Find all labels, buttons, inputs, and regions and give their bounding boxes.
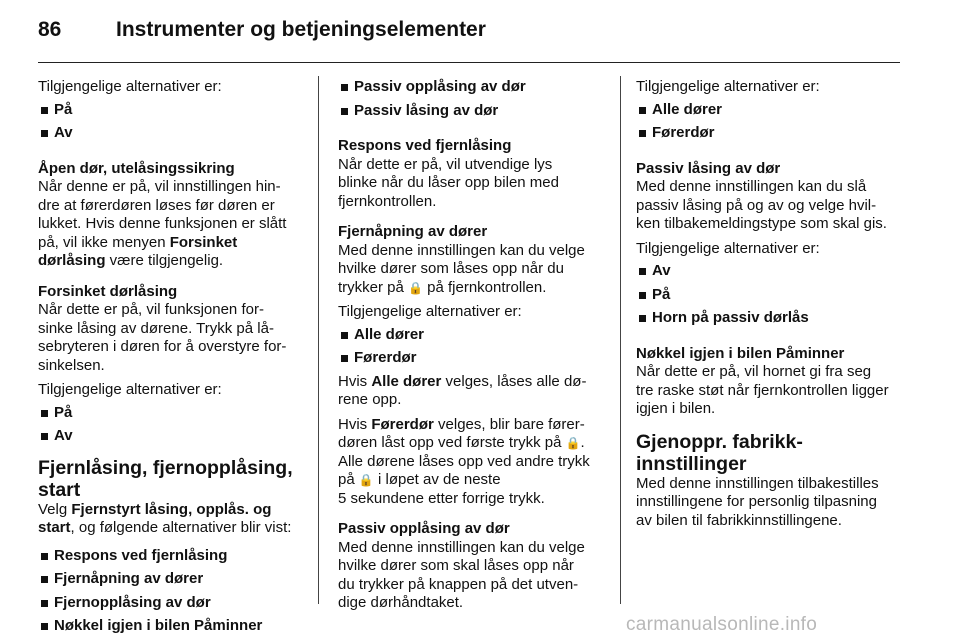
section-heading: Nøkkel igjen i bilen Påminner	[636, 344, 845, 362]
lock-icon: 🔒	[565, 436, 581, 450]
watermark: carmanualsonline.info	[626, 614, 818, 635]
options-intro: Tilgjengelige alternativer er:	[636, 78, 820, 95]
column-2	[338, 78, 606, 613]
option-item: Fjernopplåsing av dør	[38, 594, 306, 613]
body-text: Når dette er på, vil hornet gi fra seg tre raske støt når fjernkontrollen ligger igjen i bilen.	[636, 363, 889, 417]
option-item: Førerdør	[338, 349, 606, 368]
section-heading: Fjernåpning av dører	[338, 223, 488, 240]
option-item: Av	[38, 427, 306, 446]
options-intro: Tilgjengelige alternativer er:	[338, 303, 522, 320]
options-intro: Tilgjengelige alternativer er:	[38, 78, 222, 95]
section-heading-large: Fjernlåsing, fjernopplåsing, start	[38, 456, 293, 501]
menu-reference: Forsinket	[169, 233, 238, 251]
option-item: Av	[38, 124, 306, 143]
column-divider-1	[318, 76, 319, 604]
option-item: Horn på passiv dørlås	[636, 309, 908, 328]
option-item: Nøkkel igjen i bilen Påminner	[38, 617, 306, 636]
option-item: Alle dører	[636, 101, 908, 120]
section-heading: Passiv låsing av dør	[636, 159, 781, 177]
options-intro: Tilgjengelige alternativer er:	[38, 381, 222, 398]
lock-icon: 🔒	[358, 473, 374, 487]
body-text: Med denne innstillingen tilbakestilles innstillingene for personlig tilpasning av bilen til fabrikkinnstillingene.	[636, 474, 879, 529]
option-item: Respons ved fjernlåsing	[38, 547, 306, 566]
option-item: Av	[636, 262, 908, 281]
option-item: På	[636, 286, 908, 305]
option-item: Passiv låsing av dør	[338, 102, 606, 121]
option-item: På	[38, 404, 306, 423]
section-heading: Forsinket dørlåsing	[38, 282, 178, 300]
column-divider-2	[620, 76, 621, 604]
options-intro: Tilgjengelige alternativer er:	[636, 239, 820, 257]
section-heading: Passiv opplåsing av dør	[338, 520, 510, 537]
lock-icon: 🔒	[408, 280, 423, 295]
section-heading: Respons ved fjernlåsing	[338, 137, 512, 154]
body-text: Med denne innstillingen kan du velge hvilke dører som skal låses opp når du trykker på knappen på det utven- dige dørhåndtaket.	[338, 538, 585, 611]
menu-reference: Fjernstyrt låsing, opplås. og	[71, 500, 272, 518]
column-3	[636, 78, 908, 530]
body-text: Når dette er på, vil funksjonen for- sinke låsing av dørene. Trykk på lå- sebryteren i døren for å overstyre for- sinkelsen.	[38, 301, 287, 374]
page-header	[38, 18, 900, 48]
option-item: Fjernåpning av dører	[38, 570, 306, 589]
page-title: Instrumenter og betjeningselementer	[116, 18, 486, 41]
page-number: 86	[38, 18, 62, 41]
body-text: Når dette er på, vil utvendige lys blinke når du låser opp bilen med fjernkontrollen.	[338, 155, 559, 210]
menu-reference: start	[38, 519, 71, 536]
body-text: Når denne er på, vil innstillingen hin- dre at førerdøren løses før døren er lukket. Hvis denne funksjonen er slått på, vil ikke menyen Forsinket dørlåsing være tilgjengelig.	[38, 178, 287, 269]
body-text: Med denne innstillingen kan du slå passiv låsing på og av og velge hvil- ken tilbakemeldingstype som skal gis.	[636, 178, 887, 232]
body-text: Velg Fjernstyrt låsing, opplås. og start, og følgende alternativer blir vist:	[38, 500, 292, 536]
section-heading: Åpen dør, utelåsingssikring	[38, 159, 235, 177]
body-text: Hvis Førerdør velges, blir bare fører- døren låst opp ved første trykk på 🔒. Alle dørene låses opp ved andre trykk på 🔒 i løpet av de neste 5 sekundene etter forrige trykk.	[338, 415, 590, 507]
menu-reference: dørlåsing	[38, 252, 106, 269]
body-text: Med denne innstillingen kan du velge hvilke dører som låses opp når du trykker på 🔒 på fjernkontrollen.	[338, 241, 585, 296]
column-1	[38, 78, 306, 641]
option-item: Passiv opplåsing av dør	[338, 78, 606, 97]
option-item: Alle dører	[338, 326, 606, 345]
section-heading-large: Gjenoppr. fabrikk-innstillinger	[636, 430, 803, 475]
option-item: På	[38, 101, 306, 120]
header-rule	[38, 62, 900, 63]
option-item: Førerdør	[636, 124, 908, 143]
body-text: Hvis Alle dører velges, låses alle dø- rene opp.	[338, 372, 587, 408]
